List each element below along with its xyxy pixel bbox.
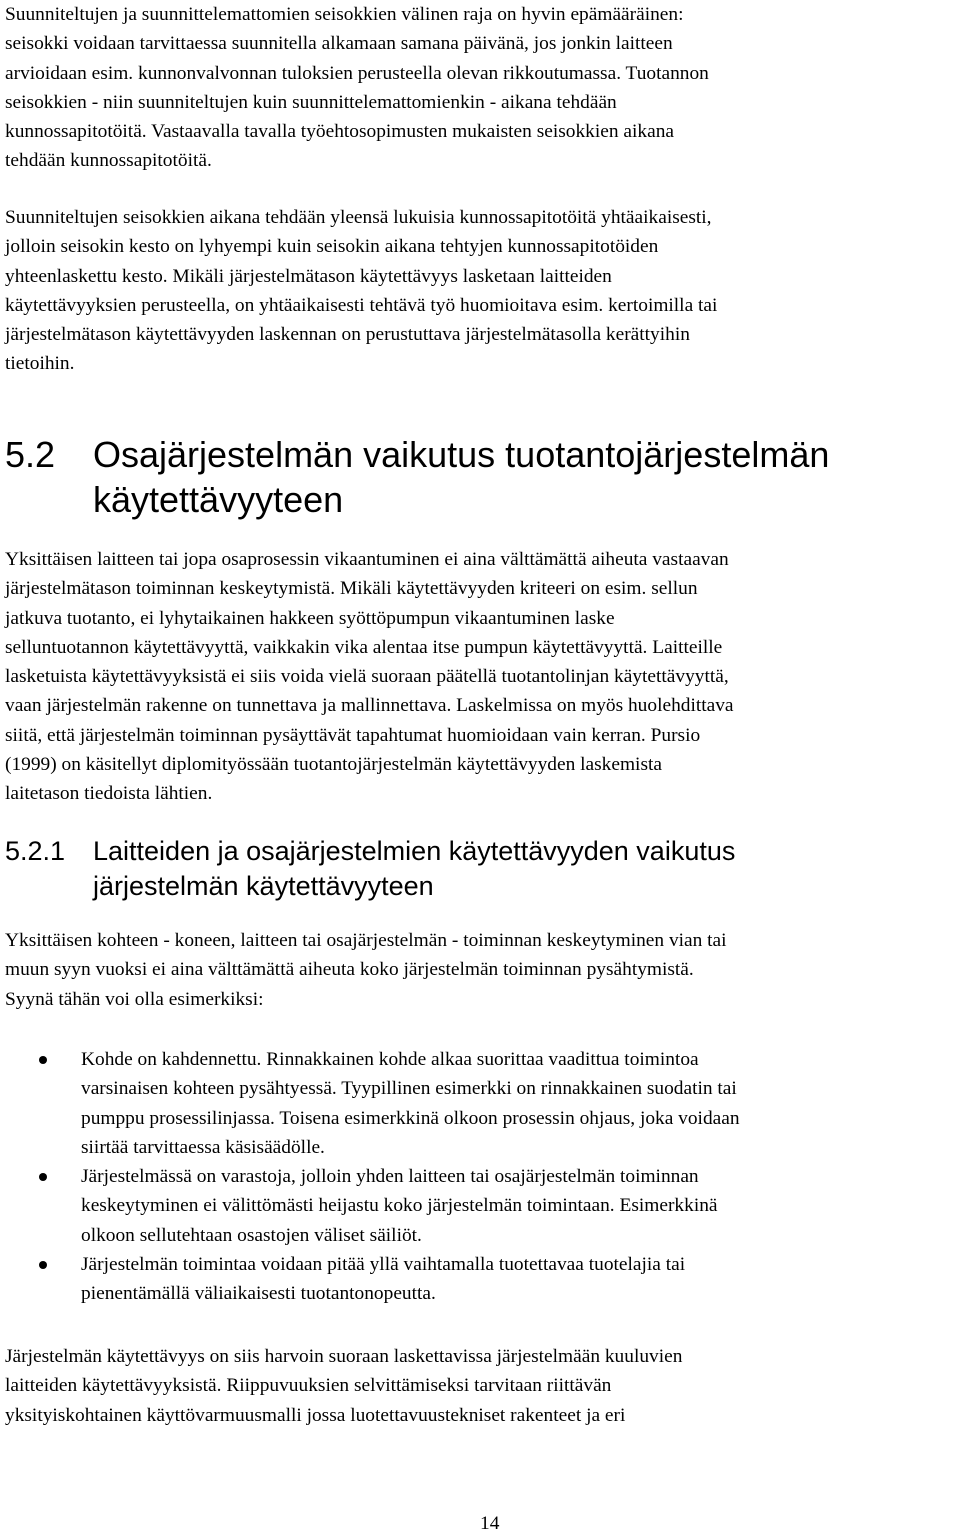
subsection-title: Laitteiden ja osajärjestelmien käytettävyyden vaikutus järjestelmän käytettävyyteen xyxy=(93,836,736,901)
bullet-icon xyxy=(39,1173,47,1181)
section-title: Osajärjestelmän vaikutus tuotantojärjestelmän käytettävyyteen xyxy=(93,434,830,520)
paragraph-system-availability: Järjestelmän käytettävyys on siis harvoin suoraan laskettavissa järjestelmään kuuluvien laitteiden käytettävyyksistä. Riippuvuuksien selvittämiseksi tarvitaan riittävän yksityiskohtainen käyttövarmuusmalli jossa luotettavuustekniset rakenteet ja eri xyxy=(5,1346,683,1426)
bullet-list-examples xyxy=(0,1045,960,1309)
paragraph-simultaneous-maintenance: Suunniteltujen seisokkien aikana tehdään yleensä lukuisia kunnossapitotöitä yhtäaikaisesti, jolloin seisokin kesto on lyhyempi kuin seisokin aikana tehtyjen kunnossapitotöiden yhteenlaskettu kesto. Mikäli järjestelmätason käytettävyys lasketaan laitteiden käytettävyyksien perusteella, on yhtäaikaisesti tehtävä työ huomioitava esim. kertoimilla tai järjestelmätason käytettävyyden laskennan on perustuttava järjestelmätasolla kerättyihin tietoihin. xyxy=(5,207,718,375)
paragraph-interruption-causes: Yksittäisen kohteen - koneen, laitteen tai osajärjestelmän - toiminnan keskeytyminen vian tai muun syyn vuoksi ei aina välttämättä aiheuta koko järjestelmän toiminnan pysähtymistä. Syynä tähän voi olla esimerkiksi: xyxy=(5,930,727,1010)
list-item xyxy=(0,1045,960,1162)
paragraph-planned-unplanned-shutdowns: Suunniteltujen ja suunnittelemattomien seisokkien välinen raja on hyvin epämääräinen: seisokki voidaan tarvittaessa suunnitella alkamaan samana päivänä, jos jonkin laitteen arvioidaan esim. kunnonvalvonnan tuloksien perusteella olevan rikkoutumassa. Tuotannon seisokkien - niin suunniteltujen kuin suunnittelemattomienkin - aikana tehdään kunnossapitotöitä. Vastaavalla tavalla työehtosopimusten mukaisten seisokkien aikana tehdään kunnossapitotöitä. xyxy=(5,4,709,172)
list-item-text: Kohde on kahdennettu. Rinnakkainen kohde alkaa suorittaa vaadittua toimintoa varsinaisen kohteen pysähtyessä. Tyypillinen esimerkki on rinnakkainen suodatin tai pumppu prosessilinjassa. Toisena esimerkkinä olkoon prosessin ohjaus, joka voidaan siirtää tarvittaessa käsisäädölle. xyxy=(81,1049,740,1158)
paragraph-subsystem-failure: Yksittäisen laitteen tai jopa osaprosessin vikaantuminen ei aina välttämättä aiheuta vastaavan järjestelmätason toiminnan keskeytymistä. Mikäli käytettävyyden kriteeri on esim. sellun jatkuva tuotanto, ei lyhytaikainen hakkeen syöttöpumpun vikaantuminen laske selluntuotannon käytettävyyttä, vaikkakin vika alentaa itse pumpun käytettävyyttä. Laitteille lasketuista käytettävyyksistä ei siis voida vielä suoraan päätellä tuotantolinjan käytettävyyttä, vaan järjestelmän rakenne on tunnettava ja mallinnettava. Laskelmissa on myös huolehdittava siitä, että järjestelmän toiminnan pysäyttävät tapahtumat huomioidaan vain kerran. Pursio (1999) on käsitellyt diplomityössään tuotantojärjestelmän käytettävyyden laskemista laitetason tiedoista lähtien. xyxy=(5,549,734,805)
page-number: 14 xyxy=(480,1513,500,1534)
list-item-text: Järjestelmän toimintaa voidaan pitää yllä vaihtamalla tuotettavaa tuotelajia tai pienentämällä väliaikaisesti tuotantonopeutta. xyxy=(81,1254,686,1305)
section-heading-5-2-1 xyxy=(0,834,960,904)
list-item xyxy=(0,1250,960,1309)
list-item-text: Järjestelmässä on varastoja, jolloin yhden laitteen tai osajärjestelmän toiminnan keskeytyminen ei välittömästi heijastu koko järjestelmän toimintaan. Esimerkkinä olkoon sellutehtaan osastojen väliset säiliöt. xyxy=(81,1166,718,1246)
subsection-number: 5.2.1 xyxy=(5,836,66,866)
section-number: 5.2 xyxy=(5,434,56,475)
section-heading-5-2 xyxy=(0,432,960,522)
bullet-icon xyxy=(39,1056,47,1064)
list-item xyxy=(0,1162,960,1250)
bullet-icon xyxy=(39,1261,47,1269)
